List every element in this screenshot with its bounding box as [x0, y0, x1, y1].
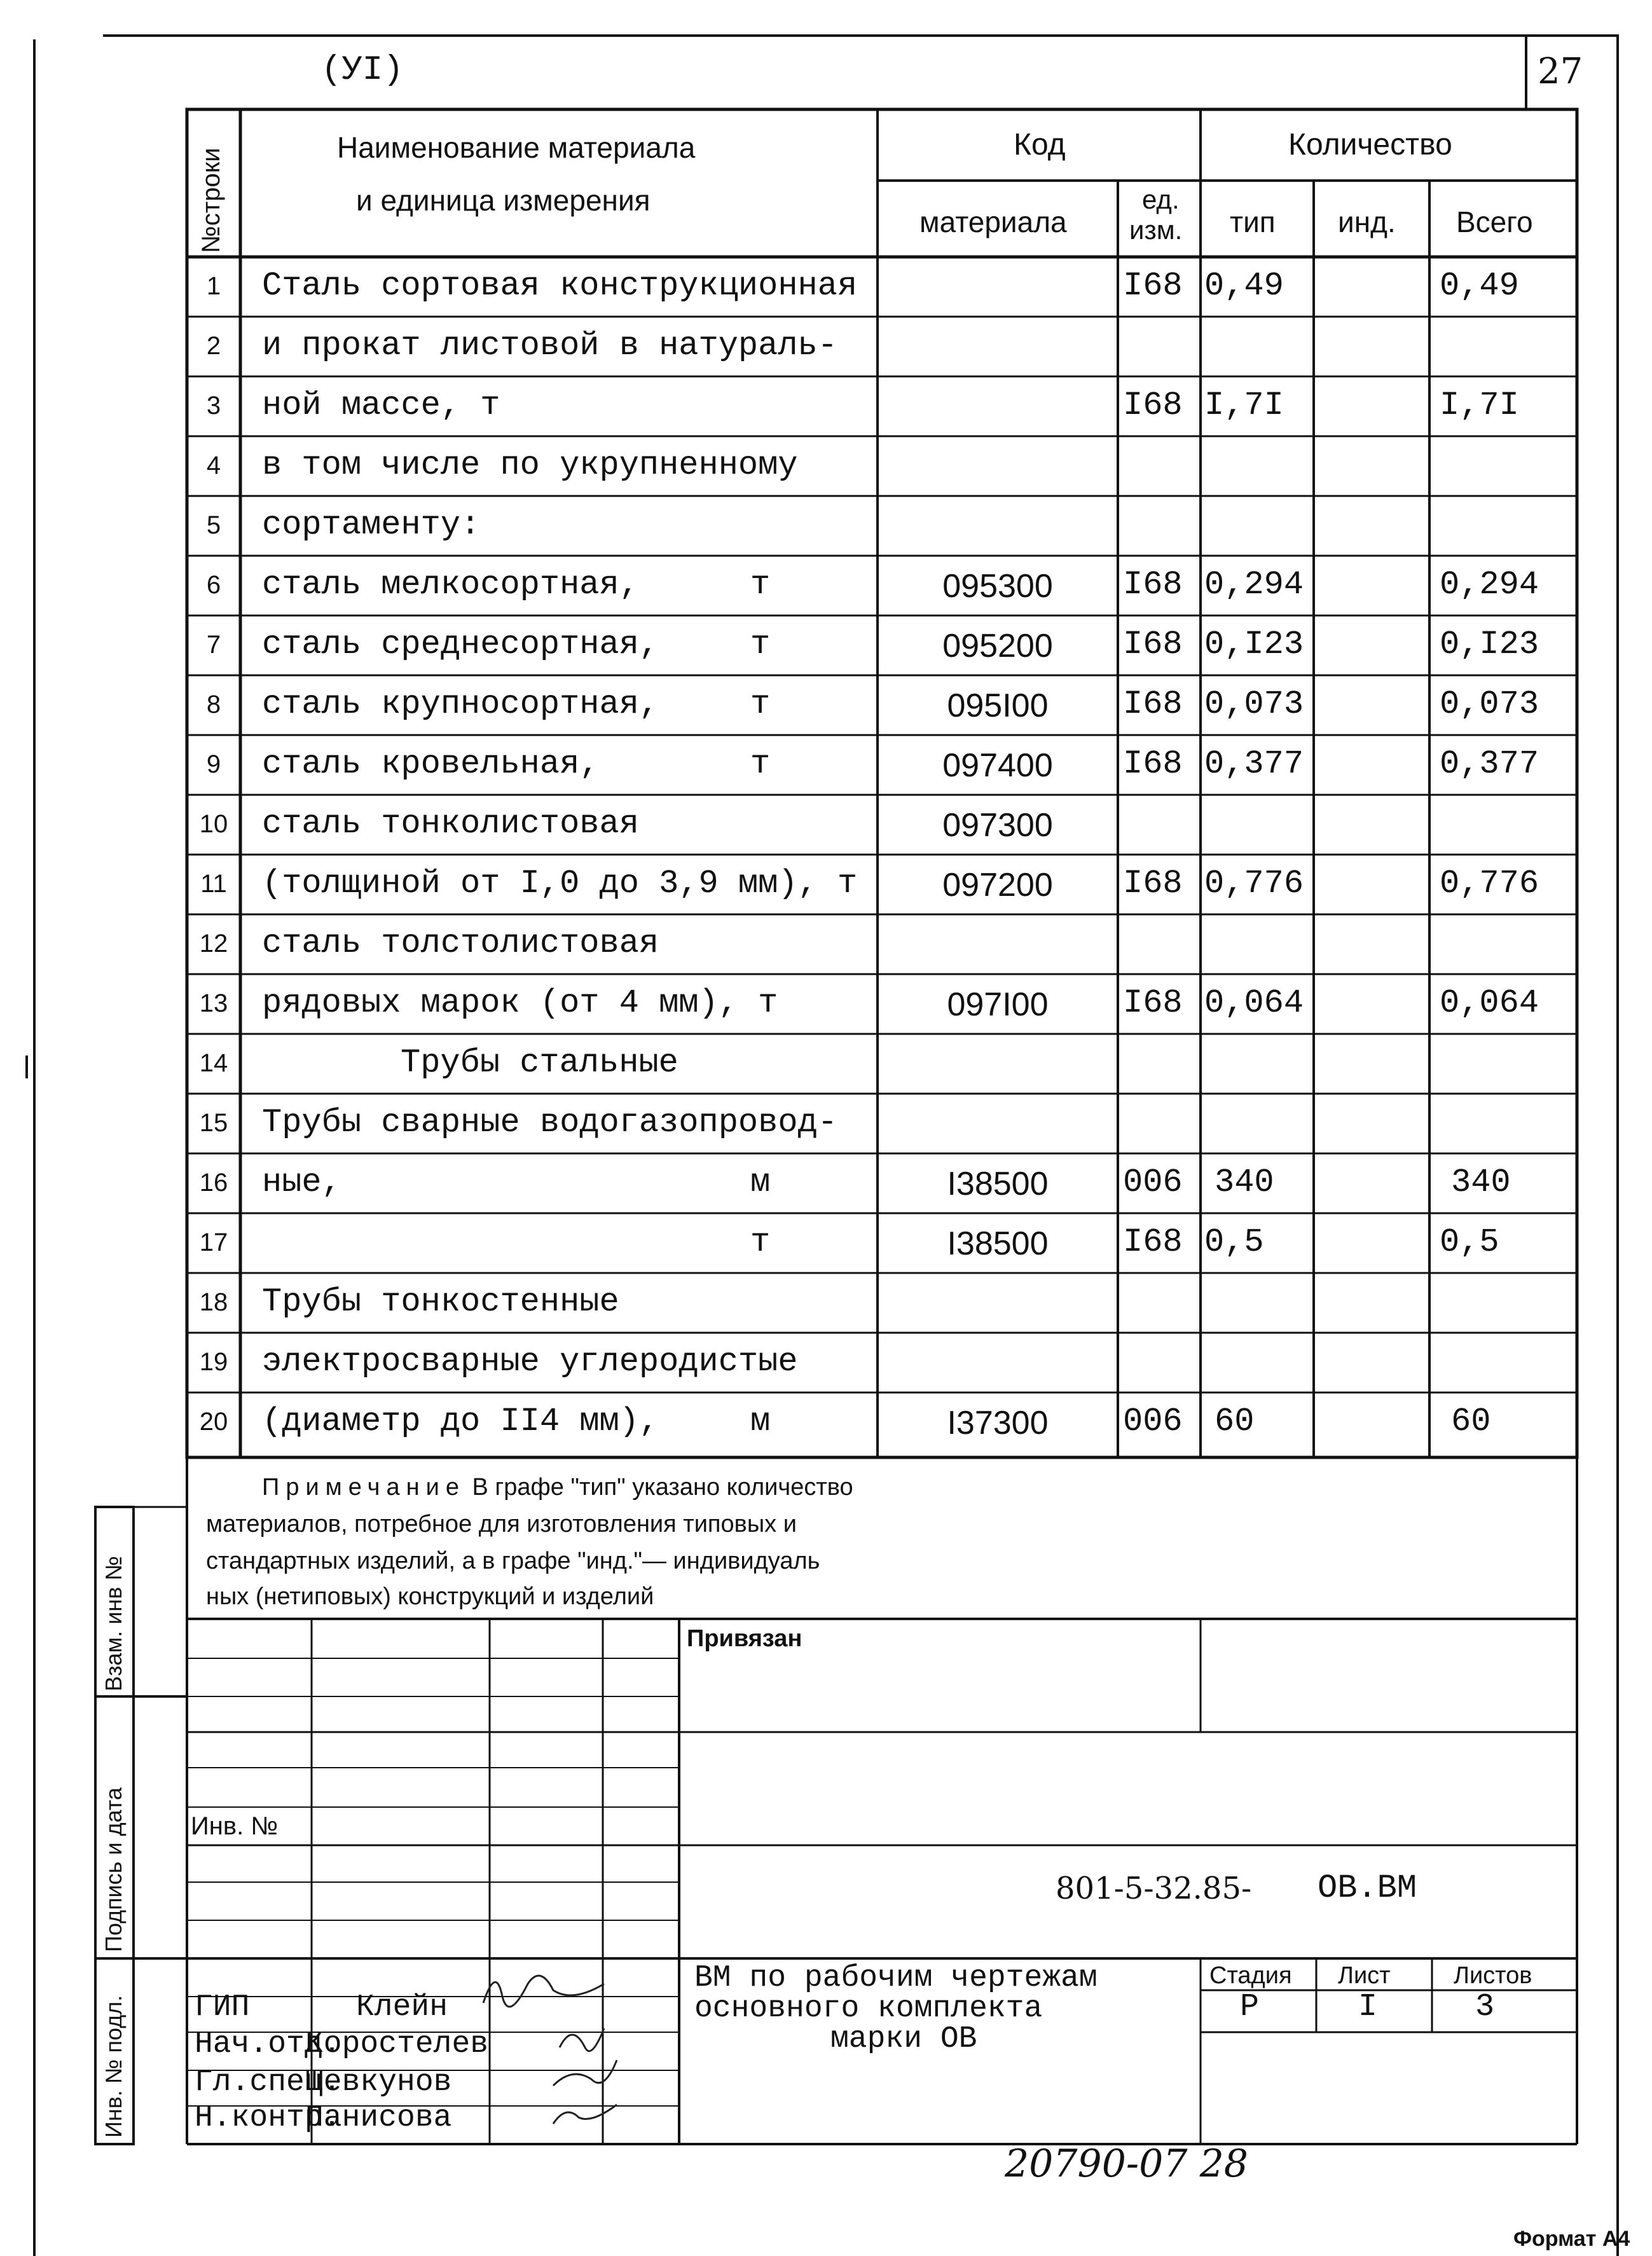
row-name: и прокат листовой в натураль- [262, 327, 837, 364]
row-typ: 0,294 [1204, 566, 1304, 603]
row-total: 340 [1451, 1164, 1511, 1201]
row-typ: 340 [1215, 1164, 1274, 1201]
signature-panisova [553, 2105, 617, 2124]
side-inv-orig: Инв. № подл. [100, 1995, 127, 2138]
header-name-line2: и единица измерения [356, 184, 650, 217]
row-number: 6 [206, 571, 221, 599]
side-vzam: Взам. инв № [100, 1555, 127, 1691]
header-total: Всего [1456, 205, 1533, 238]
header-material: материала [919, 205, 1067, 238]
header-unit-line1: ед. [1142, 184, 1180, 214]
row-typ: 60 [1215, 1403, 1255, 1440]
stamp-sheet: I [1358, 1989, 1378, 2025]
row-number: 1 [206, 272, 221, 300]
signature-shevkunov [553, 2060, 617, 2086]
row-name: сталь тонколистовая [262, 805, 639, 843]
row-number: 9 [206, 750, 221, 778]
row-total: 0,073 [1440, 685, 1539, 723]
header-row-no: №строки [197, 148, 225, 253]
row-total: I,7I [1440, 387, 1519, 424]
row-name: (диаметр до II4 мм), [262, 1403, 659, 1440]
stamp-title-line1: ВМ по рабочим чертежам [694, 1961, 1098, 1995]
row-typ: 0,073 [1204, 685, 1304, 723]
row-number: 3 [206, 392, 221, 420]
stamp-doc-code: 801-5-32.85- [1056, 1871, 1252, 1906]
row-typ: 0,49 [1204, 267, 1284, 305]
row-unit: 006 [1123, 1164, 1183, 1201]
stamp-role: Нач.отд. [195, 2027, 341, 2061]
row-name: сталь кровельная, [262, 745, 600, 783]
signature-klein [483, 1976, 604, 2007]
stamp-inv-no: Инв. № [191, 1812, 279, 1840]
row-total: 0,5 [1440, 1223, 1499, 1261]
row-name: Трубы стальные [401, 1044, 678, 1082]
row-typ: 0,I23 [1204, 626, 1304, 663]
header-name-line1: Наименование материала [337, 131, 696, 164]
row-unit: I68 [1123, 387, 1183, 424]
row-unit-label: т [750, 626, 771, 663]
row-unit: I68 [1123, 745, 1183, 783]
format-label: Формат А4 [1513, 2227, 1630, 2251]
row-unit-label: т [750, 566, 771, 603]
stamp-sheets-label: Листов [1454, 1962, 1532, 1989]
row-unit-label: м [750, 1164, 771, 1201]
row-unit: I68 [1123, 626, 1183, 663]
row-number: 19 [199, 1348, 228, 1376]
row-unit: I68 [1123, 566, 1183, 603]
row-total: 0,I23 [1440, 626, 1539, 663]
row-total: 0,377 [1440, 745, 1539, 783]
header-code: Код [1014, 128, 1066, 162]
row-number: 8 [206, 691, 221, 719]
row-unit-label: т [750, 1223, 771, 1261]
archive-no: 20790-07 28 [1005, 2142, 1248, 2186]
row-typ: 0,064 [1204, 984, 1304, 1022]
row-typ: 0,776 [1204, 865, 1304, 902]
row-name: сталь толстолистовая [262, 925, 659, 962]
row-total: 60 [1451, 1403, 1491, 1440]
row-unit: I68 [1123, 984, 1183, 1022]
stamp-role: Гл.спец. [195, 2065, 341, 2100]
stamp-privyazan: Привязан [687, 1625, 802, 1652]
row-number: 10 [199, 810, 228, 838]
signature-korostelev [560, 2028, 604, 2051]
row-number: 5 [206, 511, 221, 539]
row-name: Сталь сортовая конструкционная [262, 267, 858, 305]
row-typ: 0,377 [1204, 745, 1304, 783]
row-typ: 0,5 [1204, 1223, 1264, 1261]
row-name: Трубы тонкостенные [262, 1283, 619, 1321]
row-code: I37300 [947, 1405, 1049, 1441]
stamp-sheets: 3 [1475, 1989, 1495, 2025]
page-number: 27 [1538, 51, 1583, 92]
stamp-title-line2: основного комплекта [694, 1991, 1043, 2026]
row-name: электросварные углеродистые [262, 1343, 798, 1380]
stamp-role: Н.контр. [195, 2101, 341, 2135]
row-name: сталь крупносортная, [262, 685, 659, 723]
row-unit-label: т [750, 745, 771, 783]
stamp-role: ГИП [195, 1990, 250, 2025]
row-number: 11 [200, 870, 227, 898]
row-name: Трубы сварные водогазопровод- [262, 1104, 837, 1141]
row-number: 16 [199, 1169, 228, 1197]
row-total: 0,776 [1440, 865, 1539, 902]
header-quantity: Количество [1288, 128, 1452, 162]
row-unit-label: т [750, 685, 771, 723]
stamp-stage: Р [1240, 1989, 1260, 2025]
row-code: 097300 [942, 807, 1053, 844]
sheet-code: (УI) [321, 51, 404, 90]
row-total: 0,49 [1440, 267, 1519, 305]
row-code: I38500 [947, 1225, 1049, 1262]
row-name: сортаменту: [262, 506, 481, 544]
header-unit-line2: изм. [1129, 215, 1183, 245]
row-name: ные, [262, 1164, 341, 1201]
note-text1: В графе "тип" указано количество [472, 1474, 853, 1501]
stamp-person-name: Клейн [356, 1990, 448, 2025]
stamp-person-name: Шевкунов [305, 2065, 452, 2100]
row-code: 097200 [942, 867, 1053, 904]
row-total: 0,294 [1440, 566, 1539, 603]
row-unit: I68 [1123, 685, 1183, 723]
row-number: 4 [206, 451, 221, 479]
row-name: ной массе, т [262, 387, 500, 424]
row-number: 2 [206, 332, 221, 360]
row-number: 14 [199, 1049, 228, 1077]
stamp-title-line3: марки ОВ [830, 2022, 977, 2056]
row-code: 095300 [942, 568, 1053, 605]
row-name: в том числе по укрупненному [262, 446, 798, 484]
row-unit-label: м [750, 1403, 771, 1440]
stamp-person-name: Коростелев [305, 2027, 489, 2061]
stamp-sheet-label: Лист [1338, 1962, 1391, 1989]
row-code: 097400 [942, 747, 1053, 784]
row-code: 097I00 [947, 986, 1049, 1023]
note-line4: ных (нетиповых) конструкций и изделий [206, 1583, 654, 1610]
row-number: 13 [199, 989, 228, 1017]
row-total: 0,064 [1440, 984, 1539, 1022]
note-line2: материалов, потребное для изготовления типовых и [206, 1511, 797, 1537]
row-number: 18 [199, 1288, 228, 1316]
row-code: I38500 [947, 1166, 1049, 1202]
row-number: 20 [199, 1408, 228, 1436]
stamp-stage-label: Стадия [1209, 1962, 1292, 1989]
row-number: 7 [206, 631, 221, 659]
row-name: сталь среднесортная, [262, 626, 659, 663]
row-unit: I68 [1123, 865, 1183, 902]
row-code: 095200 [942, 628, 1053, 664]
row-unit: I68 [1123, 1223, 1183, 1261]
note-title: Примечание [262, 1474, 465, 1501]
row-name: рядовых марок (от 4 мм), т [262, 984, 778, 1022]
row-number: 15 [199, 1109, 228, 1137]
row-name: сталь мелкосортная, [262, 566, 639, 603]
row-code: 095I00 [947, 687, 1049, 724]
header-ind: инд. [1338, 205, 1396, 238]
row-unit: 006 [1123, 1403, 1183, 1440]
stamp-doc-mark: ОВ.ВМ [1318, 1869, 1417, 1907]
note-line3: стандартных изделий, а в графе "инд."— индивидуаль [206, 1548, 820, 1574]
header-typ: тип [1230, 205, 1276, 238]
row-number: 17 [199, 1228, 228, 1256]
row-name: (толщиной от I,0 до 3,9 мм), т [262, 865, 858, 902]
row-typ: I,7I [1204, 387, 1284, 424]
row-number: 12 [199, 930, 228, 958]
side-sign-date: Подпись и дата [100, 1787, 127, 1952]
stamp-person-name: Панисова [305, 2101, 452, 2135]
row-unit: I68 [1123, 267, 1183, 305]
